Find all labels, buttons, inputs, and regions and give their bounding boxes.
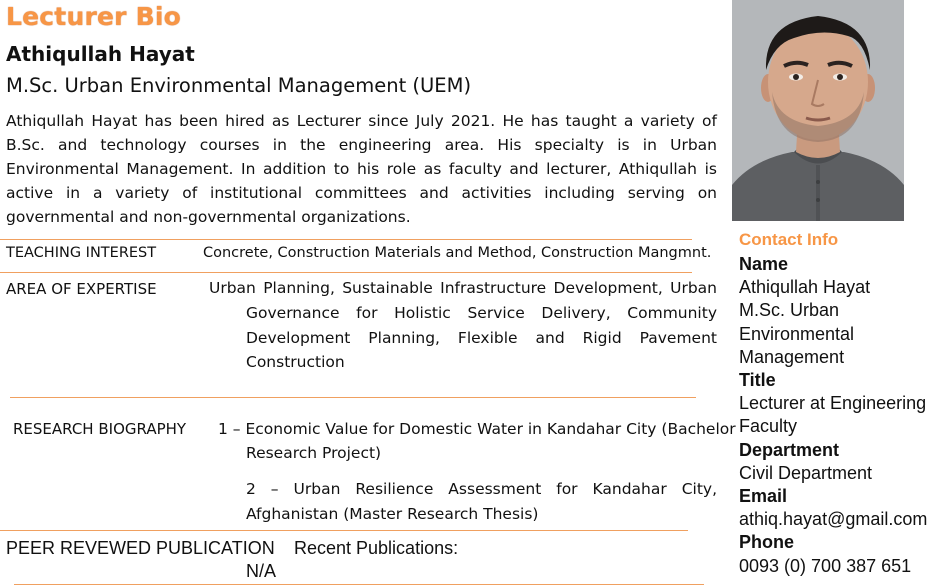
lecturer-degree: M.Sc. Urban Environmental Management (UEM): [6, 74, 472, 97]
contact-title-line: Faculty: [739, 416, 798, 437]
contact-phone-label: Phone: [739, 532, 795, 553]
contact-email-label: Email: [739, 486, 788, 507]
divider: [0, 272, 692, 273]
bio-paragraph: Athiqullah Hayat has been hired as Lecturer since July 2021. He has taught a variety of B.Sc. and technology courses in the engineering area. His specialty is in Urban Environmental Management. In addition to his role as faculty and lecturer, Athiqullah is active in a variety of institutional committees and activities including serving on governmental and non-governmental organizations.: [6, 112, 717, 226]
divider: [0, 239, 692, 240]
teaching-interest-value: Concrete, Construction Materials and Method, Construction Mangmnt.: [203, 245, 712, 261]
contact-title-label: Title: [739, 370, 776, 391]
research-item-2: 2 – Urban Resilience Assessment for Kandahar City, Afghanistan (Master Research Thesis): [246, 480, 717, 523]
contact-name-label: Name: [739, 254, 789, 274]
contact-name-line: Athiqullah Hayat: [739, 277, 871, 298]
expertise-label: AREA OF EXPERTISE: [6, 280, 157, 298]
publication-heading: Recent Publications:: [294, 538, 459, 558]
contact-name-line: Environmental: [739, 323, 855, 344]
publication-value: N/A: [246, 561, 277, 581]
divider: [10, 397, 696, 398]
teaching-interest-label: TEACHING INTEREST: [6, 245, 157, 261]
publication-label: PEER REVEWED PUBLICATION: [6, 538, 275, 558]
research-item-1-number: 1 –: [218, 420, 246, 438]
divider: [14, 584, 704, 585]
research-label: RESEARCH BIOGRAPHY: [13, 420, 187, 438]
contact-name-line: Management: [739, 346, 845, 367]
expertise-first-line: Urban Planning, Sustainable Infrastructure Development, Urban: [209, 279, 717, 297]
research-item-1-text: Economic Value for Domestic Water in Kandahar City (Bachelor: [245, 420, 736, 438]
contact-info-block: [739, 253, 939, 578]
contact-name-line: M.Sc. Urban: [739, 300, 840, 321]
contact-email-value[interactable]: athiq.hayat@gmail.com: [739, 509, 928, 530]
contact-phone-value: 0093 (0) 700 387 651: [739, 555, 912, 576]
contact-title-line: Lecturer at Engineering: [739, 393, 927, 414]
contact-info-title: Contact Info: [739, 230, 839, 249]
research-item-1-rest: Research Project): [246, 444, 382, 462]
expertise-value: Governance for Holistic Service Delivery, Community Development Planning, Flexible and Rigid Pavement Construction: [246, 304, 717, 371]
divider: [0, 530, 688, 531]
lecturer-portrait-icon: [732, 0, 904, 221]
contact-department-label: Department: [739, 439, 840, 460]
lecturer-name: Athiqullah Hayat: [6, 42, 195, 66]
contact-department-value: Civil Department: [739, 462, 873, 483]
page-title: Lecturer Bio: [6, 2, 181, 31]
research-item-1-first: [218, 417, 736, 442]
